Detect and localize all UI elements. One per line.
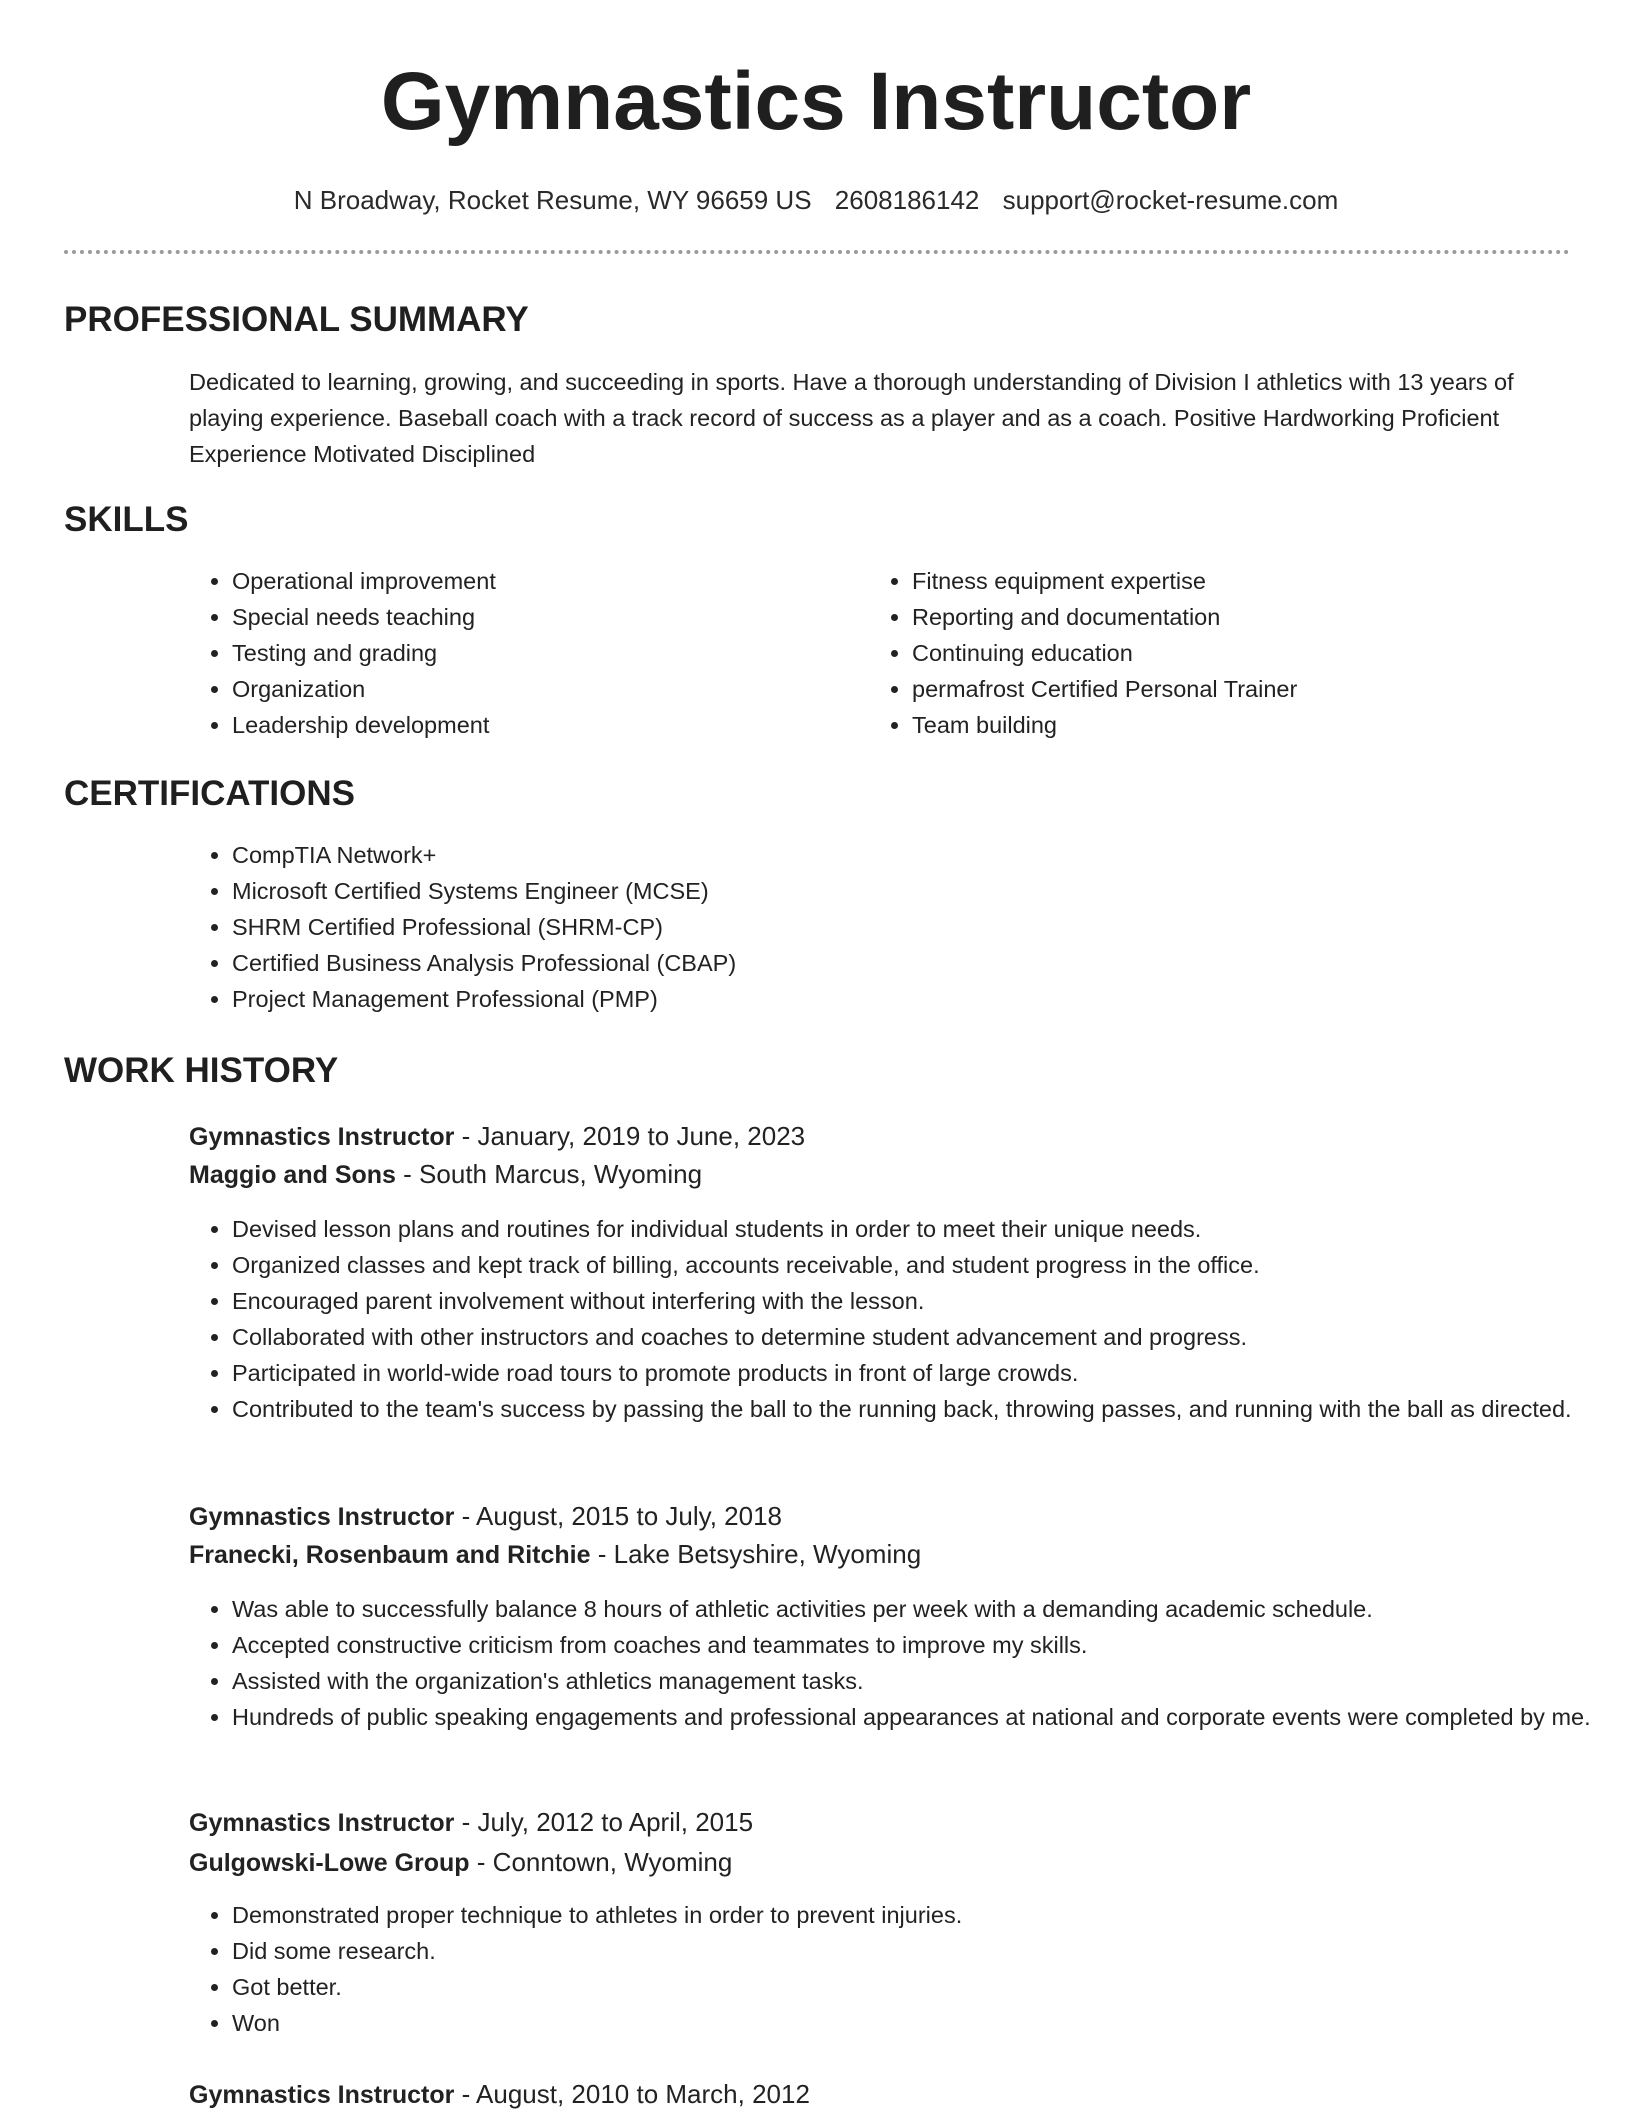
job-bullets: [189, 1897, 1612, 2041]
job-title: Gymnastics Instructor: [189, 2081, 455, 2109]
certification-item: • Project Management Professional (PMP): [232, 981, 1332, 1017]
job-bullet: • Assisted with the organization's athletics management tasks.: [232, 1663, 1612, 1699]
certification-item: • Certified Business Analysis Professional (CBAP): [232, 945, 1332, 981]
job-title-line: [189, 1117, 805, 1156]
skill-item: • Reporting and documentation: [912, 599, 1592, 635]
summary-text: Dedicated to learning, growing, and succeeding in sports. Have a thorough understanding of Division I athletics with 13 years of playing experience. Baseball coach with a track record of success as a player and as a coach. Positive Hardworking Proficient Experience Motivated Disciplined: [189, 369, 1514, 467]
certifications-list: [189, 837, 1332, 1017]
job-dates: - July, 2012 to April, 2015: [454, 1807, 754, 1837]
job-bullet: • Won: [232, 2005, 1612, 2041]
skill-item: • Leadership development: [232, 707, 852, 743]
job-bullets: [189, 1211, 1612, 1427]
job-company: Gulgowski-Lowe Group: [189, 1849, 470, 1877]
certification-item: • CompTIA Network+: [232, 837, 1332, 873]
header-divider: [64, 250, 1570, 254]
skills-list-left: [189, 563, 852, 743]
contact-address: N Broadway, Rocket Resume, WY 96659 US: [293, 185, 812, 215]
job-bullet: • Did some research.: [232, 1933, 1612, 1969]
contact-email: support@rocket-resume.com: [1002, 185, 1339, 215]
job-location: - Lake Betsyshire, Wyoming: [590, 1539, 922, 1569]
job-bullet: • Accepted constructive criticism from coaches and teammates to improve my skills.: [232, 1627, 1612, 1663]
job-bullet: • Hundreds of public speaking engagements and professional appearances at national and corporate events were completed by me.: [232, 1699, 1612, 1735]
certifications-heading: CERTIFICATIONS: [64, 774, 356, 813]
job-bullets: [189, 1591, 1612, 1735]
job-bullet: • Encouraged parent involvement without interfering with the lesson.: [232, 1283, 1612, 1319]
skill-item: • Testing and grading: [232, 635, 852, 671]
summary-heading: PROFESSIONAL SUMMARY: [64, 300, 529, 339]
skill-item: • Team building: [912, 707, 1592, 743]
skill-item: • Fitness equipment expertise: [912, 563, 1592, 599]
job-title: Gymnastics Instructor: [189, 1123, 455, 1151]
job-company-line: [189, 1155, 702, 1194]
job-bullet: • Devised lesson plans and routines for individual students in order to meet their unique needs.: [232, 1211, 1612, 1247]
skill-item: • Organization: [232, 671, 852, 707]
contact-line: [0, 180, 1632, 220]
certification-item: • SHRM Certified Professional (SHRM-CP): [232, 909, 1332, 945]
job-location: - Conntown, Wyoming: [469, 1847, 733, 1877]
job-dates: - August, 2010 to March, 2012: [454, 2079, 810, 2109]
job-location: - South Marcus, Wyoming: [395, 1159, 703, 1189]
job-title: Gymnastics Instructor: [189, 1503, 455, 1531]
skill-item: • Continuing education: [912, 635, 1592, 671]
job-title-line: [189, 1803, 753, 1842]
job-company: Franecki, Rosenbaum and Ritchie: [189, 1541, 591, 1569]
resume-title: Gymnastics Instructor: [380, 56, 1252, 147]
skill-item: • Operational improvement: [232, 563, 852, 599]
job-bullet: • Collaborated with other instructors and coaches to determine student advancement and progress.: [232, 1319, 1612, 1355]
job-company-line: [189, 1535, 921, 1574]
skill-item: • Special needs teaching: [232, 599, 852, 635]
job-company-line: [189, 1843, 732, 1882]
job-dates: - January, 2019 to June, 2023: [454, 1121, 806, 1151]
job-title-line: [189, 1497, 782, 1536]
job-dates: - August, 2015 to July, 2018: [454, 1501, 782, 1531]
job-bullet: • Was able to successfully balance 8 hours of athletic activities per week with a demanding academic schedule.: [232, 1591, 1612, 1627]
job-company: Maggio and Sons: [189, 1161, 396, 1189]
job-bullet: • Got better.: [232, 1969, 1612, 2005]
job-title-line: [189, 2075, 810, 2114]
job-title: Gymnastics Instructor: [189, 1809, 455, 1837]
contact-phone: 2608186142: [834, 185, 980, 215]
job-bullet: • Participated in world-wide road tours to promote products in front of large crowds.: [232, 1355, 1612, 1391]
certification-item: • Microsoft Certified Systems Engineer (MCSE): [232, 873, 1332, 909]
job-bullet: • Demonstrated proper technique to athletes in order to prevent injuries.: [232, 1897, 1612, 1933]
job-bullet: • Organized classes and kept track of billing, accounts receivable, and student progress in the office.: [232, 1247, 1612, 1283]
skill-item: • permafrost Certified Personal Trainer: [912, 671, 1592, 707]
job-bullet: • Contributed to the team's success by passing the ball to the running back, throwing passes, and running with the ball as directed.: [232, 1391, 1612, 1427]
skills-list-right: [869, 563, 1592, 743]
skills-heading: SKILLS: [64, 500, 189, 539]
work-history-heading: WORK HISTORY: [64, 1051, 339, 1090]
